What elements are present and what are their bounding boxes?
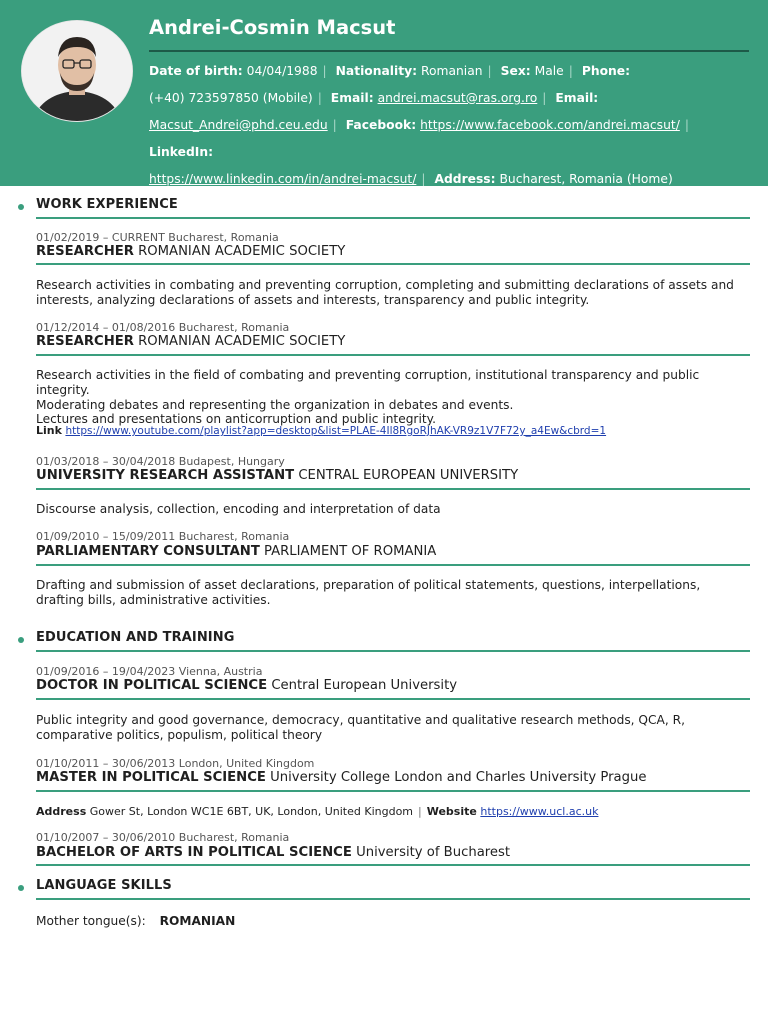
job-org: ROMANIAN ACADEMIC SOCIETY [138, 334, 346, 349]
job-description [36, 368, 750, 427]
phone-value: (+40) 723597850 (Mobile) [149, 91, 313, 105]
job-rule [36, 354, 750, 356]
section-rule [36, 898, 750, 900]
nationality-label: Nationality: [335, 64, 418, 78]
link-label: Link [36, 424, 62, 437]
facebook-label: Facebook: [345, 118, 417, 132]
job-meta: 01/09/2010 – 15/09/2011 Bucharest, Romania [36, 530, 290, 543]
edu-institution: Central European University [271, 678, 458, 693]
job-role: RESEARCHER [36, 334, 134, 349]
edu-degree: DOCTOR IN POLITICAL SCIENCE [36, 678, 268, 693]
edu-degree: BACHELOR OF ARTS IN POLITICAL SCIENCE [36, 845, 352, 860]
avatar-icon [22, 21, 132, 121]
email-link-1[interactable]: andrei.macsut@ras.org.ro [377, 91, 538, 105]
job-description-line: Research activities in the field of combating and preventing corruption, institutional transparency and public integrity. [36, 368, 700, 397]
email-link-2[interactable]: Macsut_Andrei@phd.ceu.edu [149, 118, 328, 132]
facebook-link[interactable]: https://www.facebook.com/andrei.macsut/ [420, 118, 680, 132]
section-rule [36, 217, 750, 219]
job-org: CENTRAL EUROPEAN UNIVERSITY [298, 468, 519, 483]
name-divider [149, 50, 749, 52]
edu-title [36, 845, 510, 860]
email-label: Email: [330, 91, 374, 105]
section-title-work: WORK EXPERIENCE [36, 197, 178, 212]
job-title [36, 244, 345, 259]
job-description: Research activities in combating and preventing corruption, completing and submitting declarations of assets and interests, analyzing declarations of assets and interests, transparency and public integrity. [36, 278, 734, 307]
section-bullet-icon [18, 885, 24, 891]
mother-tongue-label: Mother tongue(s): [36, 914, 146, 928]
sex-value: Male [534, 64, 564, 78]
dob-value: 04/04/1988 [246, 64, 318, 78]
mother-tongue-value: ROMANIAN [159, 914, 236, 928]
edu-rule [36, 790, 750, 792]
mother-tongue-row [36, 914, 235, 928]
sex-label: Sex: [500, 64, 531, 78]
section-bullet-icon [18, 637, 24, 643]
edu-address: Gower St, London WC1E 6BT, UK, London, United Kingdom [89, 805, 414, 818]
job-meta: 01/12/2014 – 01/08/2016 Bucharest, Romania [36, 321, 290, 334]
section-bullet-icon [18, 204, 24, 210]
dob-label: Date of birth: [149, 64, 243, 78]
job-description-line: Moderating debates and representing the organization in debates and events. [36, 397, 514, 412]
language-skills-section [36, 878, 750, 938]
job-role: UNIVERSITY RESEARCH ASSISTANT [36, 468, 295, 483]
profile-photo [21, 20, 133, 122]
job-title [36, 468, 518, 483]
edu-description: Public integrity and good governance, democracy, quantitative and qualitative research methods, QCA, R, comparative politics, populism, political theory [36, 713, 685, 742]
edu-rule [36, 864, 750, 866]
education-section [36, 630, 750, 870]
youtube-playlist-link[interactable]: https://www.youtube.com/playlist?app=desktop&list=PLAE-4Il8RgoRJhAK-VR9z1V7F72y_a4Ew&cbrd=1 [65, 425, 607, 437]
nationality-value: Romanian [420, 64, 483, 78]
edu-meta: 01/10/2011 – 30/06/2013 London, United Kingdom [36, 757, 315, 770]
job-description: Drafting and submission of asset declarations, preparation of political statements, questions, interpellations, drafting bills, administrative activities. [36, 578, 701, 607]
job-rule [36, 564, 750, 566]
website-label: Website [426, 805, 477, 818]
email-label-2: Email: [555, 91, 599, 105]
job-role: PARLIAMENTARY CONSULTANT [36, 544, 260, 559]
header-banner [0, 0, 768, 186]
job-meta: 01/02/2019 – CURRENT Bucharest, Romania [36, 231, 279, 244]
edu-title [36, 678, 457, 693]
job-title [36, 334, 345, 349]
job-rule [36, 263, 750, 265]
edu-meta: 01/09/2016 – 19/04/2023 Vienna, Austria [36, 665, 263, 678]
job-role: RESEARCHER [36, 244, 134, 259]
edu-rule [36, 698, 750, 700]
address-label: Address [36, 805, 87, 818]
address-label: Address: [434, 172, 496, 186]
job-description: Discourse analysis, collection, encoding and interpretation of data [36, 502, 441, 516]
edu-meta: 01/10/2007 – 30/06/2010 Bucharest, Romania [36, 831, 290, 844]
section-rule [36, 650, 750, 652]
job-link-row [36, 424, 606, 437]
edu-degree: MASTER IN POLITICAL SCIENCE [36, 770, 266, 785]
job-description-line: Lectures and presentations on anticorruption and public integrity. [36, 412, 436, 427]
contact-info: Date of birth: 04/04/1988 | Nationality: Romanian | Sex: Male | Phone: (+40) 723597850 (Mobile) | Email: andrei.macsut@ras.org.ro | Email: Macsut_Andrei@phd.ceu.edu | Facebook: https://www.facebook.com/andrei.macsut/ | LinkedIn: https://www.linkedin.com/in/andrei-macsut/ | Address: Bucharest, Romania (Home) [149, 64, 689, 186]
work-experience-section [36, 197, 750, 617]
address-value: Bucharest, Romania (Home) [499, 172, 673, 186]
job-meta: 01/03/2018 – 30/04/2018 Budapest, Hungary [36, 455, 285, 468]
edu-institution: University of Bucharest [356, 845, 511, 860]
edu-institution: University College London and Charles University Prague [270, 770, 647, 785]
linkedin-label: LinkedIn: [149, 145, 214, 159]
edu-title [36, 770, 646, 785]
edu-address-row: Address Gower St, London WC1E 6BT, UK, London, United Kingdom | Website https://www.ucl.ac.uk [36, 805, 599, 818]
section-title-education: EDUCATION AND TRAINING [36, 630, 235, 645]
job-title [36, 544, 436, 559]
job-org: PARLIAMENT OF ROMANIA [264, 544, 437, 559]
section-title-languages: LANGUAGE SKILLS [36, 878, 172, 893]
person-name: Andrei-Cosmin Macsut [149, 16, 396, 39]
ucl-website-link[interactable]: https://www.ucl.ac.uk [480, 805, 599, 818]
job-rule [36, 488, 750, 490]
linkedin-link[interactable]: https://www.linkedin.com/in/andrei-macsut/ [149, 172, 417, 186]
phone-label: Phone: [581, 64, 631, 78]
job-org: ROMANIAN ACADEMIC SOCIETY [138, 244, 346, 259]
